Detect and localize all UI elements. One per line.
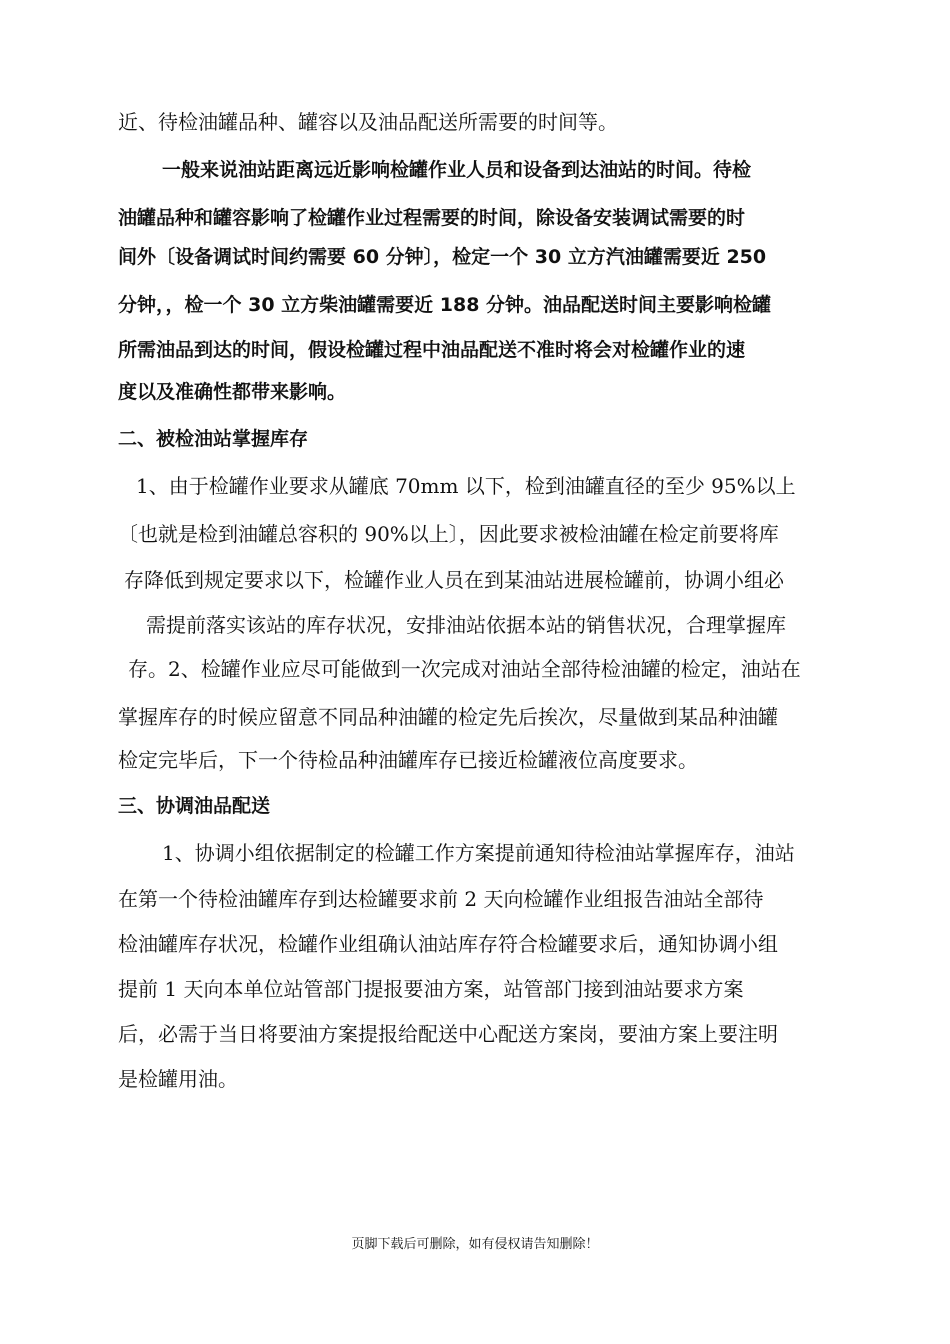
section3-heading: 三、协调油品配送 [118,795,271,817]
paragraph2-line-2: 油罐品种和罐容影响了检罐作业过程需要的时间，除设备安装调试需要的时 [118,207,746,229]
paragraph2-line-4: 分钟，，检一个 30 立方柴油罐需要近 188 分钟。油品配送时间主要影响检罐 [118,294,772,316]
paragraph2-line-1: 一般来说油站距离远近影响检罐作业人员和设备到达油站的时间。待检 [162,159,752,181]
section3-line-5: 后，必需于当日将要油方案提报给配送中心配送方案岗，要油方案上要注明 [118,1022,778,1046]
page-footer: 页脚下载后可删除，如有侵权请告知删除！ [351,1237,599,1252]
paragraph1-line-1: 近、待检油罐品种、罐容以及油品配送所需要的时间等。 [118,110,618,134]
section2-line-2: 〔也就是检到油罐总容积的 90%以上〕，因此要求被检油罐在检定前要将库 [118,522,779,546]
section3-line-3: 检油罐库存状况，检罐作业组确认油站库存符合检罐要求后，通知协调小组 [118,932,778,956]
section2-line-6: 掌握库存的时候应留意不同品种油罐的检定先后挨次，尽量做到某品种油罐 [118,705,778,729]
section3-line-6: 是检罐用油。 [118,1067,238,1091]
section3-line-4: 提前 1 天向本单位站管部门提报要油方案，站管部门接到油站要求方案 [118,977,744,1001]
paragraph2-line-6: 度以及准确性都带来影响。 [118,381,347,403]
section2-line-4: 需提前落实该站的库存状况，安排油站依据本站的销售状况，合理掌握库 [146,613,786,637]
section2-line-1: 1、由于检罐作业要求从罐底 70mm 以下，检到油罐直径的至少 95%以上 [136,474,796,498]
section2-line-3: 存降低到规定要求以下，检罐作业人员在到某油站进展检罐前，协调小组必 [124,568,784,592]
section2-line-7: 检定完毕后，下一个待检品种油罐库存已接近检罐液位高度要求。 [118,748,698,772]
paragraph2-line-3: 间外〔设备调试时间约需要 60 分钟〕，检定一个 30 立方汽油罐需要近 250 [118,246,767,268]
section2-line-5: 存。2、检罐作业应尽可能做到一次完成对油站全部待检油罐的检定，油站在 [128,657,801,681]
section3-line-2: 在第一个待检油罐库存到达检罐要求前 2 天向检罐作业组报告油站全部待 [118,887,764,911]
section3-line-1: 1、协调小组依据制定的检罐工作方案提前通知待检油站掌握库存，油站 [162,841,795,865]
section2-heading: 二、被检油站掌握库存 [118,428,309,450]
paragraph2-line-5: 所需油品到达的时间，假设检罐过程中油品配送不准时将会对检罐作业的速 [118,339,746,361]
